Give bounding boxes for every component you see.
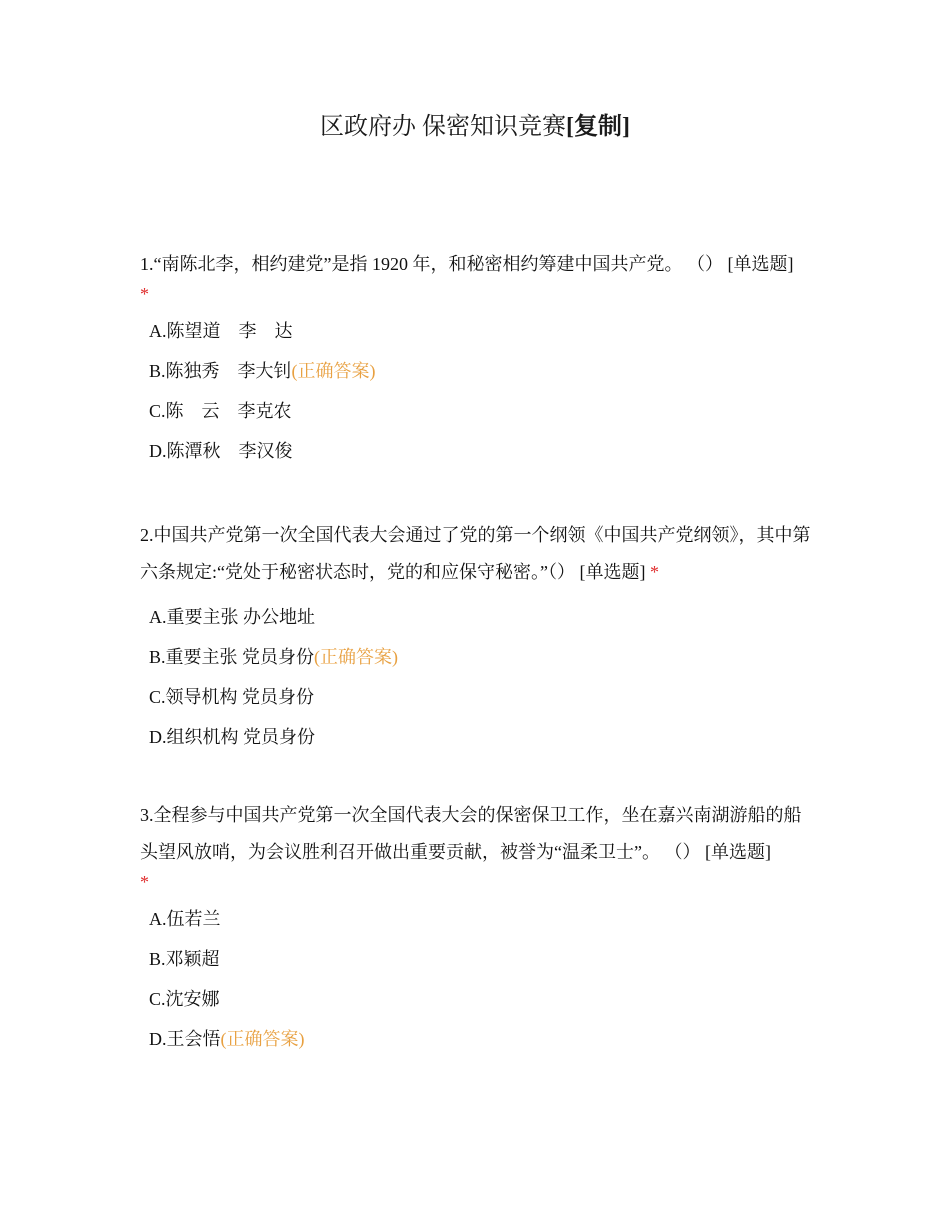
correct-answer-tag: (正确答案): [291, 361, 376, 381]
option-b[interactable]: B.陈独秀 李大钊(正确答案): [149, 361, 376, 381]
option-a[interactable]: A.陈望道 李 达: [149, 321, 293, 341]
option-list: [140, 311, 812, 471]
question-number: 2.: [140, 525, 154, 545]
option-d[interactable]: D.组织机构 党员身份: [149, 727, 315, 747]
question-text: 3.全程参与中国共产党第一次全国代表大会的保密保卫工作，坐在嘉兴南湖游船的船头望风放哨，为会议胜利召开做出重要贡献，被誉为“温柔卫士”。 （） [单选题]: [140, 805, 802, 862]
option-c[interactable]: C.领导机构 党员身份: [149, 687, 315, 707]
title-suffix: [复制]: [566, 114, 630, 140]
question-2: [140, 517, 812, 757]
option-d[interactable]: D.陈潭秋 李汉俊: [149, 441, 293, 461]
option-b[interactable]: B.重要主张 党员身份(正确答案): [149, 647, 399, 667]
option-c[interactable]: C.沈安娜: [149, 989, 220, 1009]
page-title: [0, 112, 950, 142]
question-3: [140, 797, 812, 1059]
correct-answer-tag: (正确答案): [314, 647, 399, 667]
option-d[interactable]: D.王会悟(正确答案): [149, 1029, 305, 1049]
required-marker: *: [649, 562, 659, 582]
question-text: 2.中国共产党第一次全国代表大会通过了党的第一个纲领《中国共产党纲领》，其中第六条规定:“党处于秘密状态时，党的和应保守秘密。”（） [单选题] *: [140, 525, 811, 582]
required-marker: *: [140, 284, 149, 304]
question-number: 1.: [140, 254, 154, 274]
question-text: 1.“南陈北李，相约建党”是指 1920 年，和秘密相约筹建中国共产党。 （） [单选题]: [140, 254, 794, 274]
option-c[interactable]: C.陈 云 李克农: [149, 401, 292, 421]
question-1: [140, 246, 812, 471]
title-main: 区政府办 保密知识竞赛: [320, 114, 566, 140]
option-a[interactable]: A.伍若兰: [149, 909, 221, 929]
required-marker: *: [140, 872, 149, 892]
correct-answer-tag: (正确答案): [220, 1029, 305, 1049]
question-number: 3.: [140, 805, 154, 825]
option-list: [140, 899, 812, 1059]
option-b[interactable]: B.邓颖超: [149, 949, 220, 969]
option-a[interactable]: A.重要主张 办公地址: [149, 607, 315, 627]
option-list: [140, 597, 812, 757]
